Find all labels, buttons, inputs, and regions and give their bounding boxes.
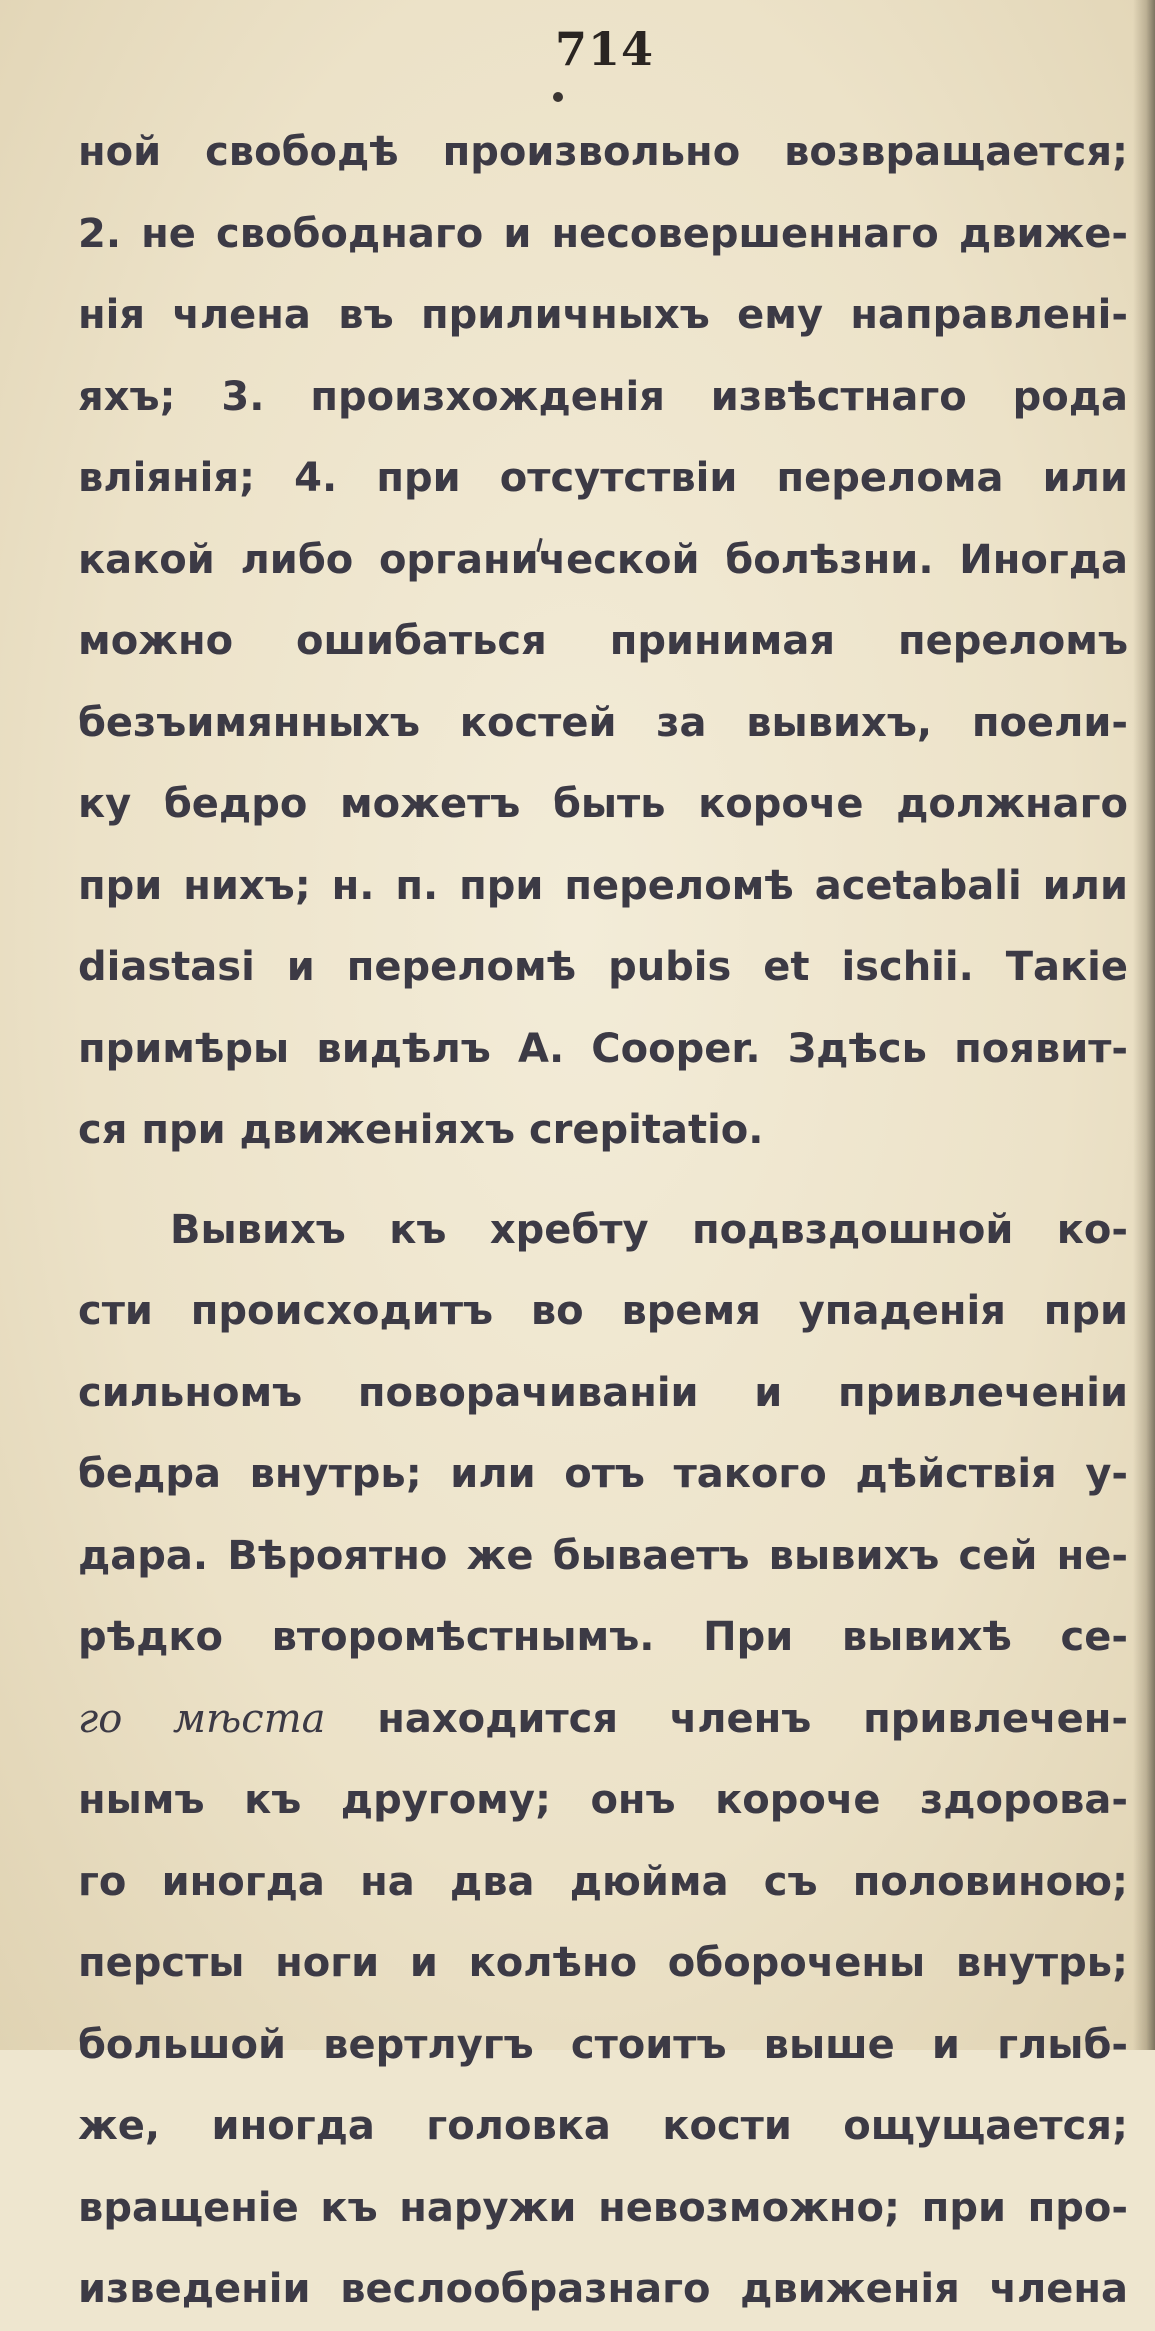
paragraph-gap [78,1172,1128,1190]
text-line: ной свободѣ произвольно возвращается; [78,129,1128,175]
text-line: дара. Вѣроятно же бываетъ вывихъ сей не- [78,1532,1128,1579]
text-line-with-italic [78,1679,1128,1761]
text-line: можно ошибаться принимая переломъ [78,618,1128,664]
text-line: вращеніе къ наружи невозможно; при про- [78,2184,1128,2231]
text-line: какой либо органической болѣзни. Иногда [78,536,1128,583]
text-line: рѣдко второмѣстнымъ. При вывихѣ се- [78,1614,1128,1660]
text-line: вліянія; 4. при отсутствіи перелома или [78,455,1128,501]
text-line: бедра внутрь; или отъ такого дѣйствія у- [78,1451,1128,1497]
text-line: го иногда на два дюйма съ половиною; [78,1858,1128,1905]
text-line: примѣры видѣлъ А. Cooper. Здѣсь появит- [78,1025,1128,1072]
paragraph-1 [78,112,1128,1172]
text-line: ку бедро можетъ быть короче должнаго [78,781,1128,827]
page-number: 714 [555,22,655,76]
text-line: безъимянныхъ костей за вывихъ, поели- [78,699,1128,746]
text-line: Вывихъ къ хребту подвздошной ко- [170,1206,1128,1253]
paragraph-2 [78,1190,1128,2331]
text-line: 2. не свободнаго и несовершеннаго движе- [78,210,1128,257]
text-line: же, иногда головка кости ощущается; [78,2103,1128,2149]
text-line-rest: находится членъ привлечен- [377,1695,1128,1742]
text-line: большой вертлугъ стоитъ выше и глыб- [78,2021,1128,2068]
text-line: изведеніи веслообразнаго движенія члена [78,2266,1128,2312]
text-line: при нихъ; н. п. при переломѣ acetabali или [78,862,1128,909]
text-line: нымъ къ другому; онъ короче здорова- [78,1777,1128,1823]
italic-phrase: го мѣста [78,1695,326,1742]
text-line: diastasi и переломѣ pubis et ischii. Такіе [78,944,1128,990]
text-line: сти происходитъ во время упаденія при [78,1288,1128,1334]
ink-speck [553,92,563,102]
text-line: персты ноги и колѣно оборочены внутрь; [78,1940,1128,1986]
text-line: сильномъ поворачиваніи и привлеченіи [78,1369,1128,1416]
page-edge-shadow [1133,0,1155,2050]
text-line: ся при движеніяхъ crepitatio. [78,1107,764,1153]
text-line: яхъ; 3. произхожденія извѣстнаго рода [78,373,1128,420]
body-text [78,112,1128,2331]
text-line: нія члена въ приличныхъ ему направлені- [78,292,1128,338]
